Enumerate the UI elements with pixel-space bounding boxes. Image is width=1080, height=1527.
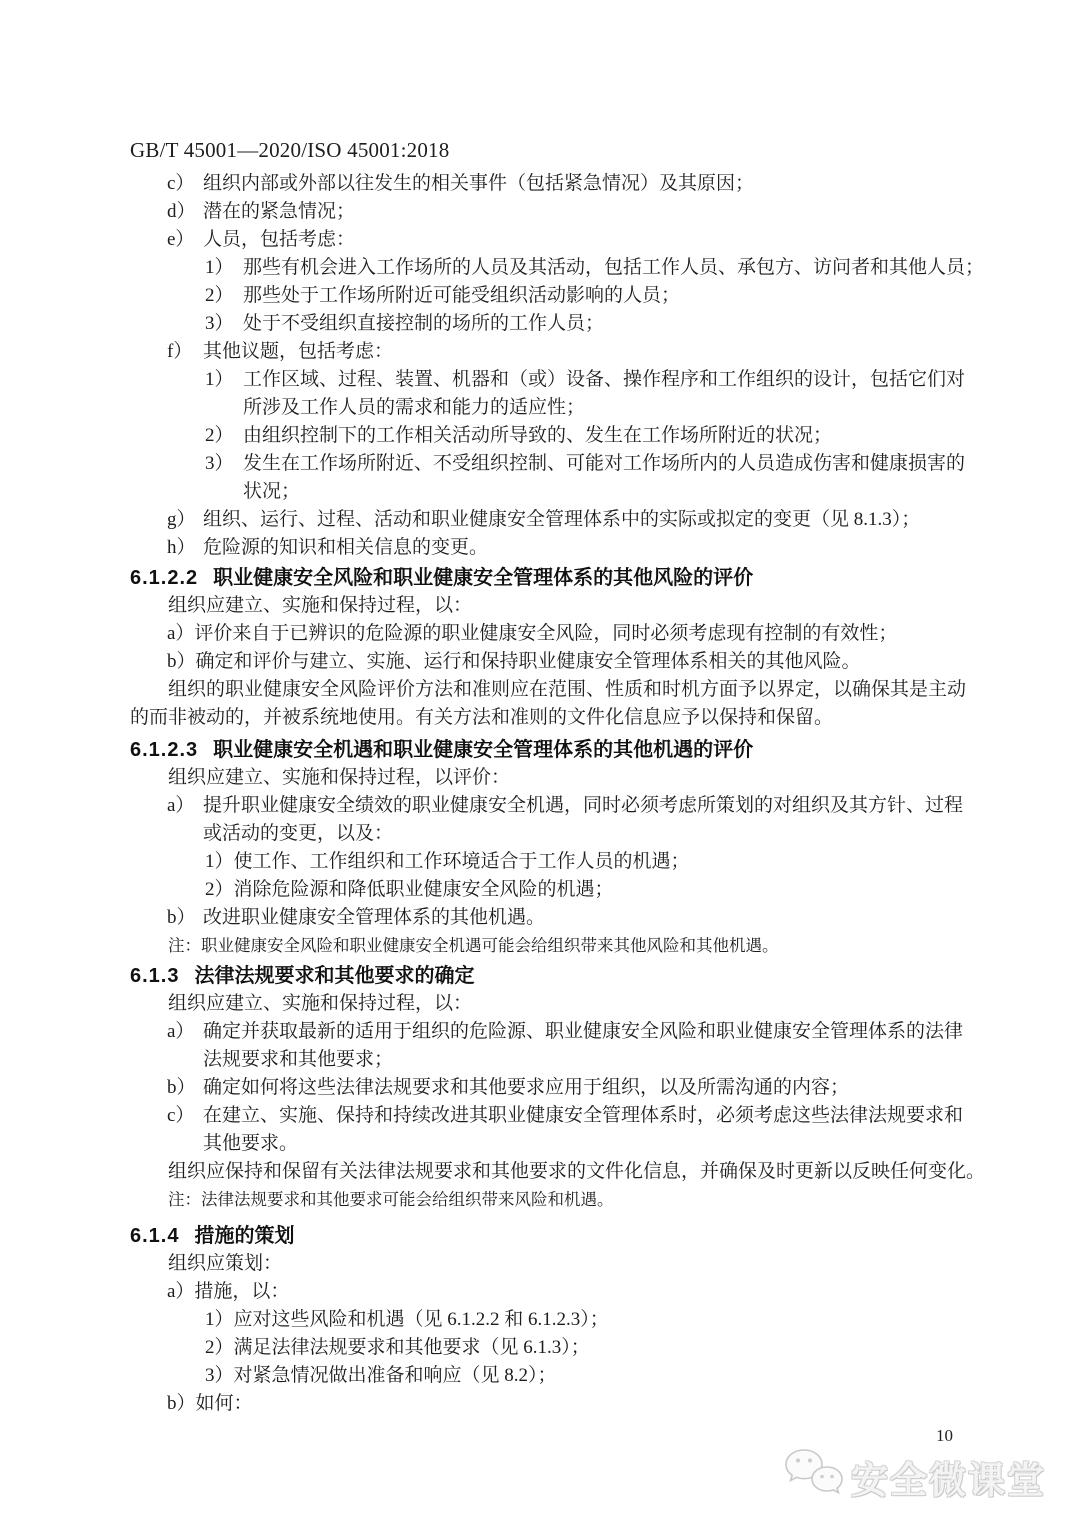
line-marker: a） xyxy=(167,795,195,816)
doc-line xyxy=(130,422,970,450)
doc-line xyxy=(130,792,970,820)
line-marker: 2） xyxy=(205,425,234,446)
line-text: 组织的职业健康安全风险评价方法和准则应在范围、性质和时机方面予以界定，以确保其是主动 xyxy=(168,679,967,700)
line-text: 1）使工作、工作组织和工作环境适合于工作人员的机遇； xyxy=(205,851,690,872)
line-text: 那些有机会进入工作场所的人员及其活动，包括工作人员、承包方、访问者和其他人员； xyxy=(243,257,985,278)
line-text: 注：职业健康安全风险和职业健康安全机遇可能会给组织带来其他风险和其他机遇。 xyxy=(168,936,779,955)
doc-line xyxy=(130,704,970,732)
line-text: 2）消除危险源和降低职业健康安全风险的机遇； xyxy=(205,879,614,900)
doc-line xyxy=(130,1046,970,1074)
line-marker: 3） xyxy=(205,453,234,474)
doc-line xyxy=(130,904,970,932)
line-text: b）确定和评价与建立、实施、运行和保持职业健康安全管理体系相关的其他风险。 xyxy=(167,651,861,672)
line-marker: g） xyxy=(167,509,196,530)
doc-line xyxy=(130,848,970,876)
line-marker: d） xyxy=(167,201,196,222)
line-marker: 6.1.2.2 xyxy=(130,567,199,589)
line-marker: 6.1.2.3 xyxy=(130,739,199,761)
standard-number-header: GB/T 45001—2020/ISO 45001:2018 xyxy=(130,138,450,162)
doc-line xyxy=(130,1102,970,1130)
doc-line xyxy=(130,1334,970,1362)
line-text: a）措施，以： xyxy=(167,1281,290,1302)
line-marker: e） xyxy=(167,229,195,250)
line-marker: h） xyxy=(167,537,196,558)
line-text: 的而非被动的，并被系统地使用。有关方法和准则的文件化信息应予以保持和保留。 xyxy=(130,707,834,728)
line-text: 组织应建立、实施和保持过程，以： xyxy=(168,595,473,616)
doc-line xyxy=(130,1250,970,1278)
line-text: 那些处于工作场所附近可能受组织活动影响的人员； xyxy=(243,285,681,306)
doc-line xyxy=(130,534,970,562)
doc-line xyxy=(130,676,970,704)
line-text: 2）满足法律法规要求和其他要求（见 6.1.3）； xyxy=(205,1337,590,1358)
line-text: 确定并获取最新的适用于组织的危险源、职业健康安全风险和职业健康安全管理体系的法律 xyxy=(203,1021,964,1042)
line-text: 发生在工作场所附近、不受组织控制、可能对工作场所内的人员造成伤害和健康损害的 xyxy=(243,453,966,474)
doc-line xyxy=(130,990,970,1018)
line-text: b）如何： xyxy=(167,1393,253,1414)
section-heading xyxy=(130,736,970,764)
watermark-text: 安全微课堂 xyxy=(851,1459,1046,1501)
line-marker: 1） xyxy=(205,257,234,278)
line-text: 潜在的紧急情况； xyxy=(203,201,356,222)
line-text: 工作区域、过程、装置、机器和（或）设备、操作程序和工作组织的设计，包括它们对 xyxy=(243,369,966,390)
doc-line xyxy=(130,170,970,198)
line-text: 组织、运行、过程、活动和职业健康安全管理体系中的实际或拟定的变更（见 8.1.3）； xyxy=(203,509,921,530)
doc-line xyxy=(130,1362,970,1390)
line-text: 处于不受组织直接控制的场所的工作人员； xyxy=(243,313,605,334)
doc-line xyxy=(130,1306,970,1334)
doc-line xyxy=(130,1278,970,1306)
line-marker: 3） xyxy=(205,313,234,334)
line-marker: c） xyxy=(167,173,195,194)
doc-line xyxy=(130,254,985,282)
line-text: 组织应建立、实施和保持过程，以评价： xyxy=(168,767,511,788)
line-text: 法规要求和其他要求； xyxy=(203,1049,394,1070)
line-marker: a） xyxy=(167,1021,195,1042)
document-body xyxy=(0,136,1080,1418)
line-text: 所涉及工作人员的需求和能力的适应性； xyxy=(243,397,586,418)
line-text: 组织应保持和保留有关法律法规要求和其他要求的文件化信息，并确保及时更新以反映任何变化。 xyxy=(168,1161,986,1182)
line-text: 危险源的知识和相关信息的变更。 xyxy=(203,537,489,558)
doc-line xyxy=(130,450,970,478)
doc-line xyxy=(130,478,970,506)
doc-line xyxy=(130,366,970,394)
doc-line xyxy=(130,876,970,904)
line-text: 或活动的变更，以及： xyxy=(203,823,394,844)
line-marker: f） xyxy=(167,341,193,362)
line-text: 在建立、实施、保持和持续改进其职业健康安全管理体系时，必须考虑这些法律法规要求和 xyxy=(203,1105,964,1126)
doc-line xyxy=(130,820,970,848)
line-text: 3）对紧急情况做出准备和响应（见 8.2）； xyxy=(205,1365,557,1386)
line-text: 组织应策划： xyxy=(168,1253,283,1274)
line-text: 1）应对这些风险和机遇（见 6.1.2.2 和 6.1.2.3）； xyxy=(205,1309,609,1330)
doc-line xyxy=(130,1074,970,1102)
line-text: 法律法规要求和其他要求的确定 xyxy=(194,965,475,987)
section-heading xyxy=(130,1222,970,1250)
doc-line xyxy=(130,648,970,676)
line-text: 改进职业健康安全管理体系的其他机遇。 xyxy=(203,907,546,928)
page-number: 10 xyxy=(936,1426,953,1445)
doc-line xyxy=(130,764,970,792)
doc-line xyxy=(130,226,970,254)
line-text: 措施的策划 xyxy=(194,1225,295,1247)
line-text: 组织应建立、实施和保持过程，以： xyxy=(168,993,473,1014)
section-heading xyxy=(130,564,970,592)
doc-line xyxy=(130,394,970,422)
doc-line xyxy=(130,932,970,960)
line-text: 确定如何将这些法律法规要求和其他要求应用于组织，以及所需沟通的内容； xyxy=(203,1077,850,1098)
doc-line xyxy=(130,1158,986,1186)
line-text: 职业健康安全风险和职业健康安全管理体系的其他风险的评价 xyxy=(213,567,754,589)
doc-line xyxy=(130,198,970,226)
line-text: 组织内部或外部以往发生的相关事件（包括紧急情况）及其原因； xyxy=(203,173,755,194)
line-text: 职业健康安全机遇和职业健康安全管理体系的其他机遇的评价 xyxy=(213,739,754,761)
line-marker: 6.1.4 xyxy=(130,1225,180,1247)
watermark xyxy=(783,1446,1046,1507)
line-marker: b） xyxy=(167,907,196,928)
line-marker: 6.1.3 xyxy=(130,965,180,987)
line-marker: 2） xyxy=(205,285,234,306)
doc-line xyxy=(130,1390,970,1418)
doc-line xyxy=(130,506,970,534)
doc-line xyxy=(130,1130,970,1158)
doc-line xyxy=(130,1186,970,1214)
line-text: 人员，包括考虑： xyxy=(203,229,356,250)
line-marker: 1） xyxy=(205,369,234,390)
line-text: 其他要求。 xyxy=(203,1133,299,1154)
line-text: 状况； xyxy=(243,481,301,502)
section-heading xyxy=(130,962,970,990)
doc-line xyxy=(130,338,970,366)
doc-line xyxy=(130,1018,970,1046)
line-text: a）评价来自于已辨识的危险源的职业健康安全风险，同时必须考虑现有控制的有效性； xyxy=(167,623,898,644)
line-marker: b） xyxy=(167,1077,196,1098)
line-text: 其他议题，包括考虑： xyxy=(203,341,394,362)
line-text: 由组织控制下的工作相关活动所导致的、发生在工作场所附近的状况； xyxy=(243,425,833,446)
doc-line xyxy=(130,310,970,338)
line-text: 提升职业健康安全绩效的职业健康安全机遇，同时必须考虑所策划的对组织及其方针、过程 xyxy=(203,795,964,816)
doc-line xyxy=(130,620,970,648)
wechat-bubbles-icon xyxy=(783,1446,845,1507)
line-marker: c） xyxy=(167,1105,195,1126)
doc-line xyxy=(130,282,970,310)
doc-line xyxy=(130,592,970,620)
line-text: 注：法律法规要求和其他要求可能会给组织带来风险和机遇。 xyxy=(168,1190,614,1209)
